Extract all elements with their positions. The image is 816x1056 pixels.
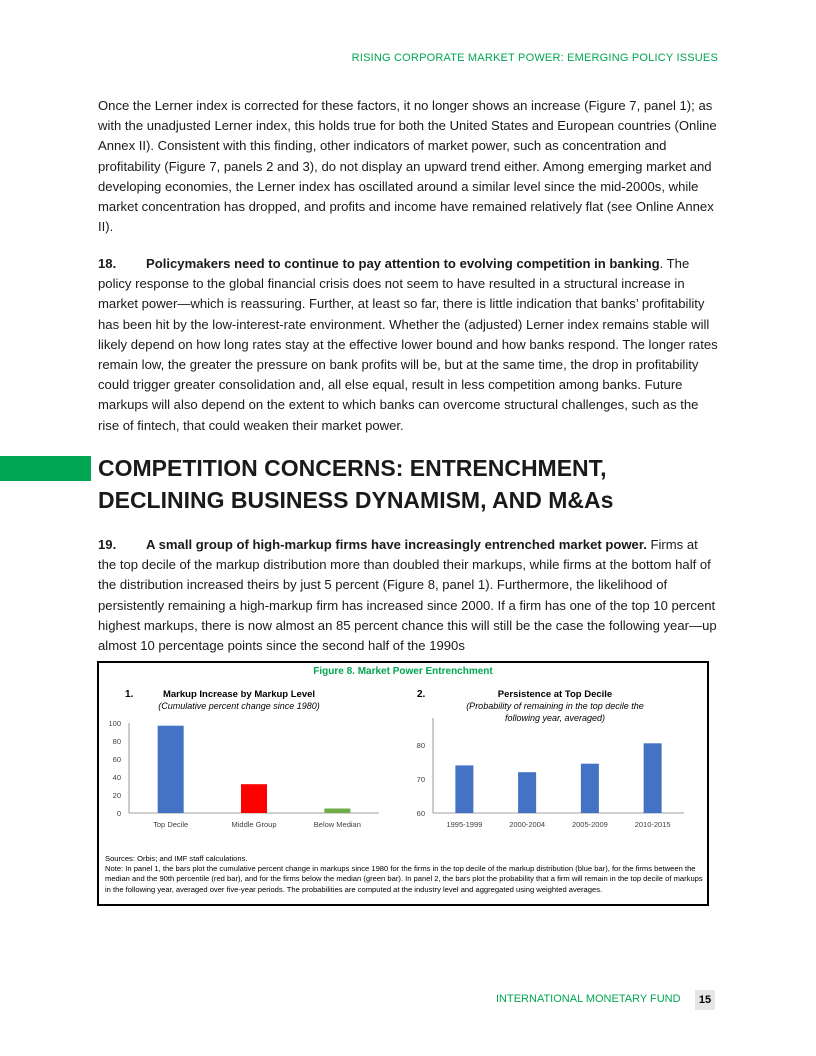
x-tick-label: 2000-2004 [509,820,546,829]
heading-line-2: DECLINING BUSINESS DYNAMISM, AND M&As [98,487,614,513]
bar-top-decile [158,726,184,813]
panel-title: Persistence at Top Decile [497,689,613,700]
x-tick-label: Below Median [313,820,361,829]
panel-subtitle: (Probability of remaining in the top decile the [466,701,644,711]
x-tick-label: 2010-2015 [634,820,671,829]
panel-title: Markup Increase by Markup Level [162,689,316,700]
paragraph-number: 19. [98,537,117,552]
figure-8 [97,661,709,906]
x-tick-label: Top Decile [153,820,189,829]
bar-below-median [324,809,350,814]
y-tick-label: 60 [416,809,425,818]
bar-1995-1999 [455,765,473,813]
paragraph-body: Firms at the top decile of the markup distribution more than doubled their markups, while firms at the bottom half of the distribution increased theirs by just 5 percent (Figure 8, panel 1). Furthermore, the likelihood of persistently remaining a high-markup firm has increased since 2000. If a firm has one of the top 10 percent highest markups, there is now almost an 85 percent chance this will still be the case the following year—up almost 10 percentage points since the second half of the 1990s [98,537,717,654]
x-tick-label: 1995-1999 [446,820,483,829]
paragraph-lead: Policymakers need to continue to pay attention to evolving competition in banking [146,256,660,271]
y-tick-label: 70 [416,775,425,784]
y-tick-label: 60 [112,755,121,764]
bar-2005-2009 [581,764,599,813]
section-heading [98,452,738,516]
paragraph-lead: A small group of high-markup firms have increasingly entrenched market power. [146,537,647,552]
figure-sources: Sources: Orbis; and IMF staff calculations. [105,854,248,863]
figure-note: Note: In panel 1, the bars plot the cumulative percent change in markups since 1980 for the firms in the top decile of the markup distribution (blue bar), for the firms between the median and the 90th percentile (red bar), and for the firms below the median (green bar). In panel 2, the bars plot the probability that a firm will remain in the top decile of markups in the following year, averaged over five-year periods. The probabilities are computed at the industry level and aggregated using weighted averages. [105,864,703,894]
bar-middle-group [241,784,267,813]
paragraph-18 [98,254,718,436]
page-number: 15 [695,990,715,1010]
y-tick-label: 40 [112,773,121,782]
panel-number: 1. [125,689,134,700]
figure-title: Figure 8. Market Power Entrenchment [313,666,493,677]
x-tick-label: 2005-2009 [571,820,608,829]
x-tick-label: Middle Group [231,820,277,829]
figure-notes [105,854,703,895]
y-tick-label: 80 [112,737,121,746]
paragraph-number: 18. [98,256,117,271]
section-accent-bar [0,456,91,481]
footer-publisher: INTERNATIONAL MONETARY FUND [496,993,681,1005]
paragraph-17-continued: Once the Lerner index is corrected for these factors, it no longer shows an increase (Figure 7, panel 1); as with the unadjusted Lerner index, this holds true for both the United States and European countries (Online Annex II). Consistent with this finding, other indicators of market power, such as concentration and profitability (Figure 7, panels 2 and 3), do not display an upward trend either. Among emerging market and developing economies, the Lerner index has oscillated around a similar level since the mid-2000s, while market concentration has dropped, and profits and income have remained relatively flat (see Online Annex II). [98,98,717,235]
paragraph-body: . The policy response to the global financial crisis does not seem to have resulted in a structural increase in market power—which is reassuring. Further, at least so far, there is little indication that banks’ profitability has been hit by the low-interest-rate environment. Whether the (adjusted) Lerner index remains stable will likely depend on how long rates stay at the effective lower bound and how banks respond. The longer rates remain low, the greater the pressure on bank profits will be, but at the same time, the drop in profitability could trigger greater consolidation and, all else equal, result in less competition among banks. Future markups will also depend on the extent to which banks can overcome structural challenges, such as the rise of fintech, that could weaken their market power. [98,256,718,433]
panel-subtitle: (Cumulative percent change since 1980) [158,701,320,711]
figure-charts [99,663,707,853]
running-header: RISING CORPORATE MARKET POWER: EMERGING POLICY ISSUES [351,52,718,64]
bar-2010-2015 [644,743,662,813]
y-tick-label: 80 [416,741,425,750]
paragraph-19 [98,535,718,656]
y-tick-label: 0 [116,809,121,818]
panel-number: 2. [417,689,426,700]
heading-line-1: COMPETITION CONCERNS: ENTRENCHMENT, [98,455,607,481]
bar-2000-2004 [518,772,536,813]
y-tick-label: 100 [108,719,121,728]
panel-subtitle: following year, averaged) [504,713,606,723]
y-tick-label: 20 [112,791,121,800]
